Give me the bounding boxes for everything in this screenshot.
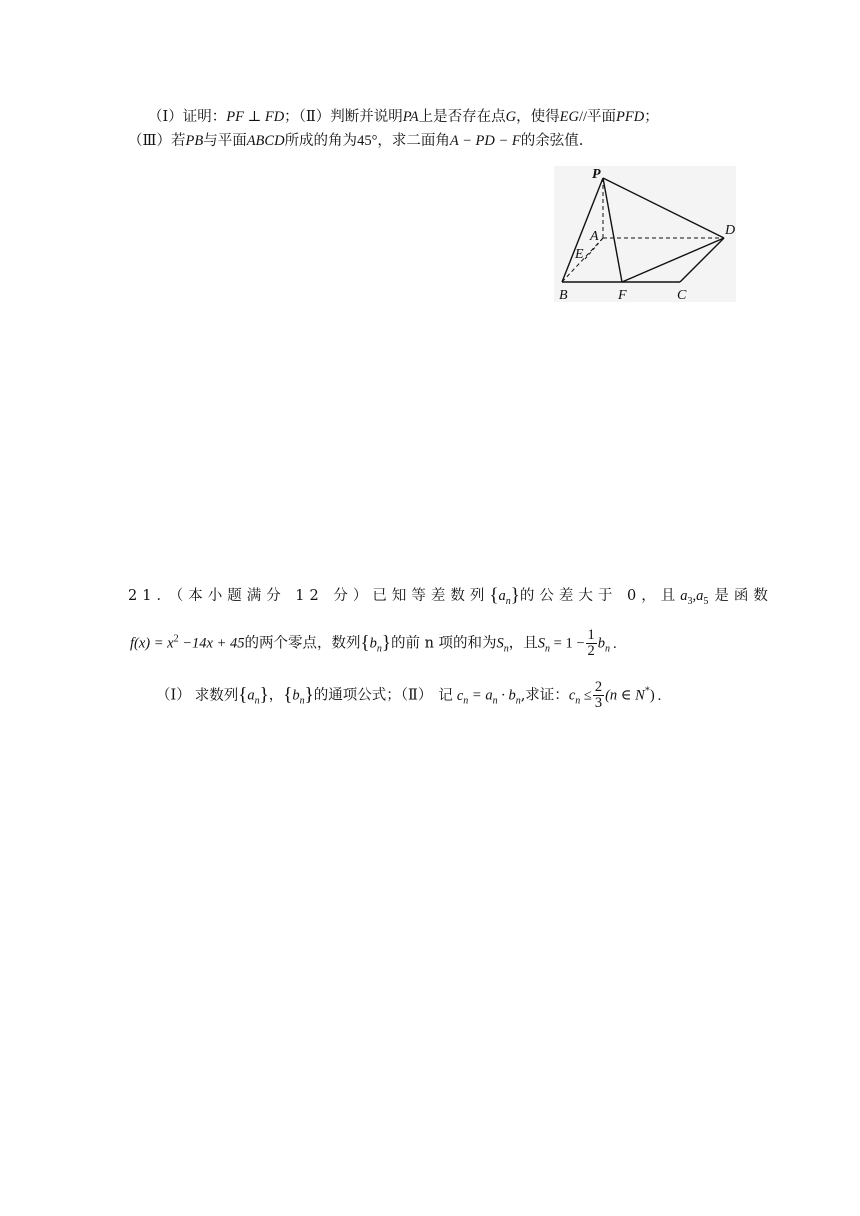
label-p: P [592, 167, 601, 182]
subscript: n [299, 695, 305, 707]
label-f: F [618, 288, 627, 302]
left-brace: { [238, 684, 248, 706]
fraction-denominator: 2 [587, 643, 595, 659]
q2-text: ,求证： [520, 687, 569, 704]
part1-math: PF ⊥ FD [226, 109, 285, 125]
math-equals-one-minus: = 1 − [550, 635, 585, 652]
semicolon: ； [644, 109, 659, 125]
superscript: 2 [173, 633, 179, 645]
right-brace: } [304, 684, 314, 706]
part2-text: 判断并说明 [330, 109, 403, 125]
math-pfd: PFD [616, 109, 645, 125]
subscript: n [492, 695, 498, 707]
math-b: b [292, 687, 300, 704]
q2-text: 记 [438, 687, 453, 704]
comma: , [692, 588, 697, 604]
math-b: b [369, 635, 377, 652]
math-a: a [247, 687, 255, 704]
part1-text: 证明： [182, 109, 227, 125]
math-g: G [505, 109, 517, 125]
part3-text: 所成的角为 [284, 133, 358, 149]
period: . [657, 687, 662, 704]
math-abcd: ABCD [246, 133, 285, 149]
pyramid-figure [554, 166, 736, 302]
problem-text: 的两个零点，数列 [244, 635, 361, 652]
math-leq: ≤ [580, 687, 592, 704]
subscript: n [575, 695, 581, 707]
problem-text: ，且 [508, 635, 538, 652]
right-brace: } [259, 684, 269, 706]
part3-text: 若 [170, 133, 186, 149]
problem20-line1 [148, 107, 659, 127]
problem-number: 21． [128, 588, 176, 604]
comma: ， [268, 687, 284, 704]
problem21-line3 [156, 680, 661, 711]
math-angle: 45° [357, 133, 378, 149]
math-a3: a [680, 588, 688, 604]
subscript: n [463, 695, 469, 707]
math-b: b [597, 635, 606, 652]
math-s: S [496, 635, 504, 652]
parallel-symbol: // [578, 109, 588, 125]
math-eg: EG [559, 109, 579, 125]
label-d: D [725, 223, 736, 238]
math-function-rest: −14x + 45 [178, 635, 245, 652]
right-brace: } [381, 632, 391, 654]
left-brace: { [489, 585, 499, 606]
math-pa: PA [402, 109, 419, 125]
problem-text: 是函数 [714, 588, 773, 604]
label-e: E [575, 247, 584, 262]
part3-text: 的余弦值. [520, 133, 584, 149]
part1-label: （Ⅰ） [148, 109, 183, 125]
problem-text: 的前 n 项的和为 [390, 635, 497, 652]
subscript: n [254, 695, 260, 707]
q1-label: （Ⅰ） [156, 687, 191, 704]
math-equals-a: = a [468, 687, 493, 704]
q1-text: 的通项公式； [313, 687, 401, 704]
subscript: n [545, 643, 551, 655]
math-dot-b: · b [497, 687, 516, 704]
subscript: n [505, 595, 511, 607]
math-c: c [456, 687, 464, 704]
superscript: * [644, 685, 650, 697]
problem20-line2 [128, 131, 583, 151]
math-pb: PB [185, 133, 204, 149]
math-c: c [568, 687, 576, 704]
fraction-two-thirds [593, 680, 604, 711]
right-brace: } [510, 585, 520, 606]
problem-text: 的公差大于 0，且 [519, 588, 681, 604]
problem21-line2 [130, 628, 617, 659]
math-function: f(x) = x [130, 635, 174, 652]
math-s: S [537, 635, 546, 652]
fraction-numerator: 1 [587, 627, 595, 643]
math-a5: a [696, 588, 704, 604]
subscript: n [503, 643, 509, 655]
semicolon: ； [284, 109, 299, 125]
math-dihedral: A − PD − F [449, 133, 521, 149]
subscript: 5 [703, 595, 709, 607]
subscript: n [605, 643, 611, 655]
part2-text: 上是否存在点 [418, 109, 506, 125]
q1-text: 求数列 [194, 687, 239, 704]
problem-header: （本小题满分 12 分）已知等差数列 [175, 588, 490, 604]
label-a: A [590, 229, 599, 244]
math-a: a [498, 588, 506, 604]
math-condition: (n ∈ N [605, 687, 645, 704]
label-b: B [559, 288, 568, 302]
part2-text: ，使得 [516, 109, 560, 125]
left-brace: { [360, 632, 370, 654]
part2-text: 平面 [587, 109, 617, 125]
fraction-numerator: 2 [594, 679, 603, 695]
problem21-line1 [128, 586, 773, 606]
fraction-one-half [586, 628, 597, 659]
left-brace: { [283, 684, 293, 706]
fraction-denominator: 3 [594, 695, 603, 711]
q2-label: （Ⅱ） [400, 687, 433, 704]
subscript: n [376, 643, 382, 655]
subscript: 3 [687, 595, 693, 607]
part2-label: （Ⅱ） [298, 109, 331, 125]
subscript: n [515, 695, 521, 707]
part3-label: （Ⅲ） [128, 133, 171, 149]
label-c: C [677, 288, 687, 302]
math-paren-close: ) [649, 687, 655, 704]
period: . [613, 635, 617, 652]
part3-text: 与平面 [203, 133, 247, 149]
part3-text: ，求二面角 [377, 133, 450, 149]
